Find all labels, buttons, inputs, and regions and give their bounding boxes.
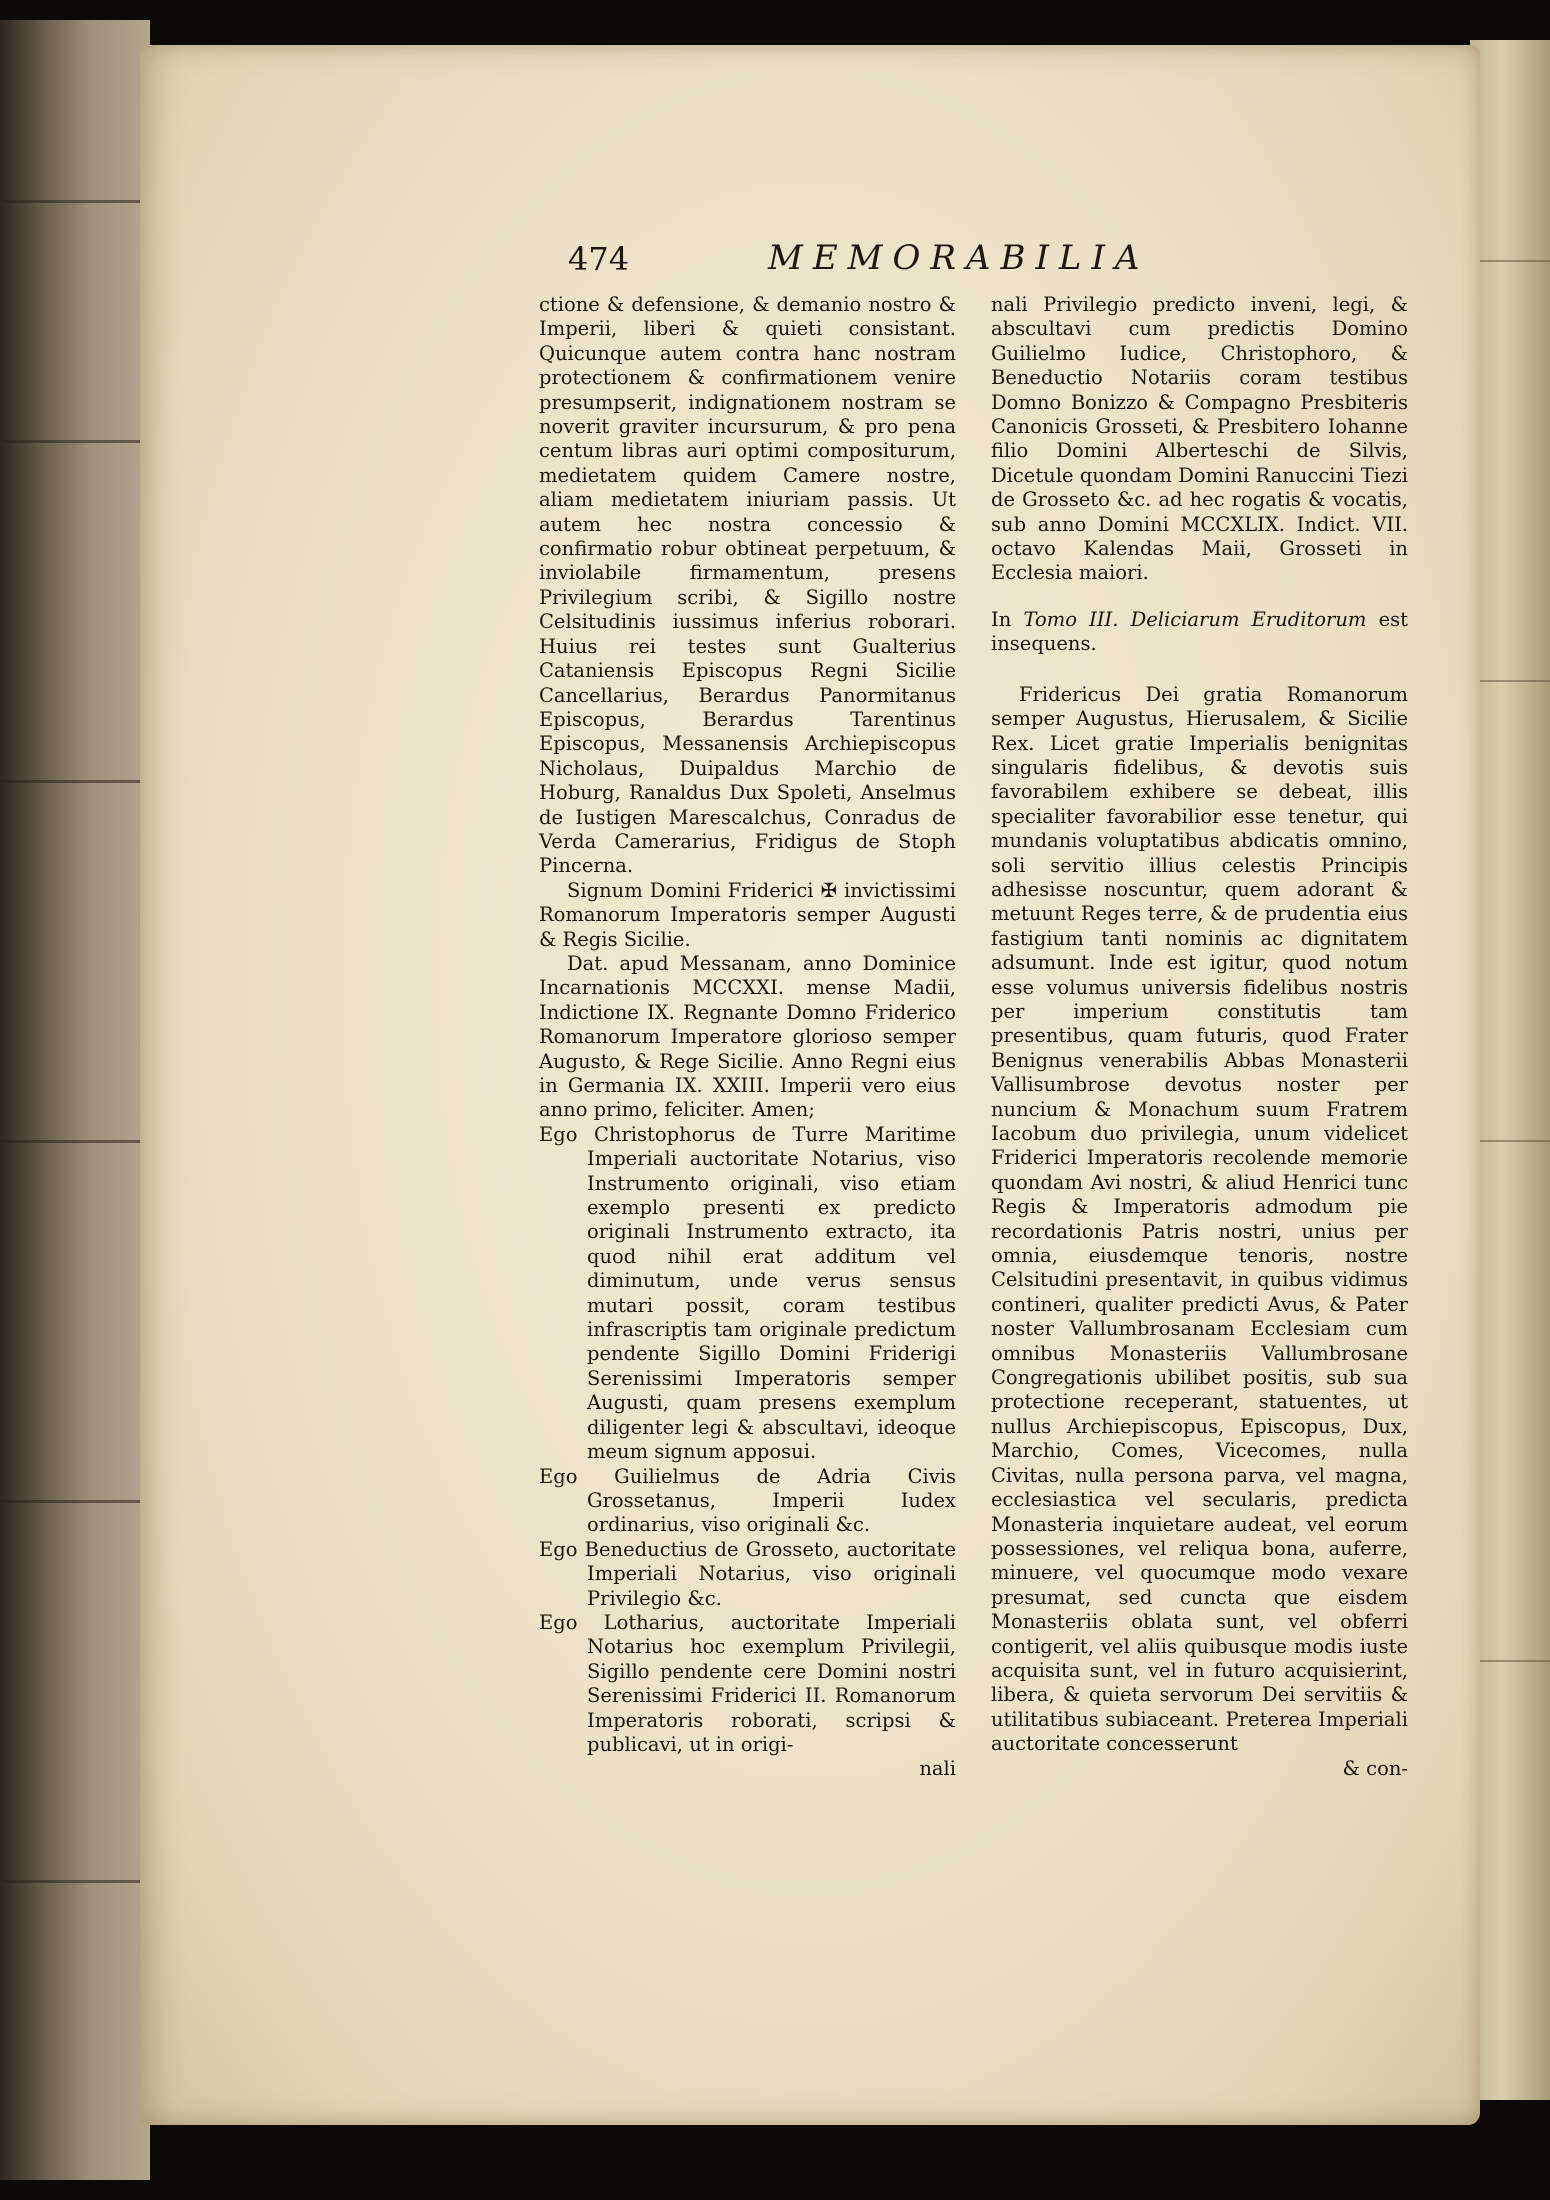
catchword: & con-	[1342, 1756, 1408, 1780]
right-column	[991, 293, 1408, 1781]
source-heading	[991, 608, 1408, 657]
judge-subscription: Ego Guilielmus de Adria Civis Grossetanus, Imperii Iudex ordinarius, viso originali &c.	[539, 1464, 956, 1537]
left-column	[539, 293, 956, 1782]
notary-subscription: Ego Beneductius de Grosseto, auctoritate Imperiali Notarius, viso originali Privilegio &c.	[539, 1537, 956, 1610]
facing-page-edges	[1470, 40, 1550, 2100]
book-spine-edge	[0, 20, 150, 2180]
privilege-text: ctione & defensione, & demanio nostro & Imperii, liberi & quieti consistant. Quicunque autem contra hanc nostram protectionem & confirmationem venire presumpserit, indignationem nostram se noverit graviter incursurum, & pro pena centum libras auri optimi compositurum, medietatem quidem Camere nostre, aliam medietatem iniuriam passis. Ut autem hec nostra concessio & confirmatio robur obtineat perpetuum, & inviolabile firmamentum, presens Privilegium scribi, & Sigillo nostre Celsitudinis iussimus inferius roborari. Huius rei testes sunt Gualterius Cataniensis Episcopus Regni Sicilie Cancellarius, Berardus Panormitanus Episcopus, Berardus Tarentinus Episcopus, Messanensis Archiepiscopus Nicholaus, Duipaldus Marchio de Hoburg, Ranaldus Dux Spoleti, Anselmus de Iustigen Marescalchus, Conradus de Verda Camerarius, Fridigus de Stoph Pincerna.	[539, 293, 956, 878]
notary-subscription: Ego Lotharius, auctoritate Imperiali Notarius hoc exemplum Privilegii, Sigillo pendente cere Domini nostri Serenissimi Friderici II. Romanorum Imperatoris roborati, scripsi & publicavi, ut in origi-	[539, 1610, 956, 1756]
frederick-privilege-text: Fridericus Dei gratia Romanorum semper Augustus, Hierusalem, & Sicilie Rex. Licet gratie Imperialis benignitas singularis fidelibus, & devotis suis favorabilem exhibere se debeat, illis specialiter favorabilior esse tenetur, qui mundanis voluptatibus abdicatis omnino, soli servitio illius celestis Principis adhesisse noscuntur, quem adorant & metuunt Reges terre, & de prudentia eius fastigium tanti nominis ac dignitatem adsumunt. Inde est igitur, quod notum esse volumus universis fidelibus nostris per imperium constitutis tam presentibus, quam futuris, quod Frater Benignus venerabilis Abbas Monasterii Vallisumbrose devotus noster per nuncium & Monachum suum Fratrem Iacobum duo privilegia, unum videlicet Friderici Imperatoris recolende memorie quondam Avi nostri, & aliud Henrici tunc Regis & Imperatoris admodum pie recordationis Patris nostri, unius per omnia, eiusdemque tenoris, nostre Celsitudini presentavit, in quibus vidimus contineri, qualiter predicti Avus, & Pater noster Vallumbrosanam Ecclesiam cum omnibus Monasteriis Vallumbrosane Congregationis ubilibet positis, sub sua protectione receperant, statuentes, ut nullus Archiepiscopus, Episcopus, Dux, Marchio, Comes, Vicecomes, nulla Civitas, nulla persona parva, vel magna, ecclesiastica vel secularis, predicta Monasteria inquietare audeat, vel eorum possessiones, vel reliqua bona, auferre, minuere, vel quocumque modo vexare presumat, sed cuncta que eisdem Monasteriis oblata sunt, vel obferri contigerit, vel aliis quibusque modis iuste acquisita sunt, vel in futuro acquisierint, libera, & quieta servorum Dei servitiis & utilitatibus subiaceant. Preterea Imperiali auctoritate concesserunt	[991, 682, 1408, 1756]
heading-prefix: In	[991, 607, 1012, 631]
running-head: MEMORABILIA	[768, 238, 1150, 278]
privilege-continuation: nali Privilegio predicto inveni, legi, & abscultavi cum predictis Domino Guilielmo Iudice, Christophoro, & Beneductio Notariis coram testibus Domno Bonizzo & Compagno Presbiteris Canonicis Grosseti, & Presbitero Iohanne filio Domini Alberteschi de Silvis, Dicetule quondam Domini Ranuccini Tiezi de Grosseto &c. ad hec rogatis & vocatis, sub anno Domini MCCXLIX. Indict. VII. octavo Kalendas Maii, Grosseti in Ecclesia maiori.	[991, 293, 1408, 585]
signum-line: Signum Domini Friderici ✠ invictissimi Romanorum Imperatoris semper Augusti & Regis Sicilie.	[539, 878, 956, 951]
notary-subscription: Ego Christophorus de Turre Maritime Imperiali auctoritate Notarius, viso Instrumento originali, viso etiam exemplo presenti ex predicto originali Instrumento extracto, ita quod nihil erat additum vel diminutum, unde verus sensus mutari possit, coram testibus infrascriptis tam originale predictum pendente Sigillo Domini Friderigi Serenissimi Imperatoris semper Augusti, quam presens exemplum diligenter legi & abscultavi, ideoque meum signum apposui.	[539, 1122, 956, 1464]
page-number: 474	[568, 240, 630, 278]
datum-line: Dat. apud Messanam, anno Dominice Incarnationis MCCXXI. mense Madii, Indictione IX. Regnante Domno Friderico Romanorum Imperatore glorioso semper Augusto, & Rege Sicilie. Anno Regni eius in Germania IX. XXIII. Imperii vero eius anno primo, feliciter. Amen;	[539, 951, 956, 1122]
page-header	[400, 228, 1200, 288]
heading-source: Tomo III. Deliciarum Eruditorum	[1023, 607, 1367, 631]
catchword: nali	[919, 1757, 956, 1781]
heading-suffix: est insequens.	[991, 607, 1409, 656]
